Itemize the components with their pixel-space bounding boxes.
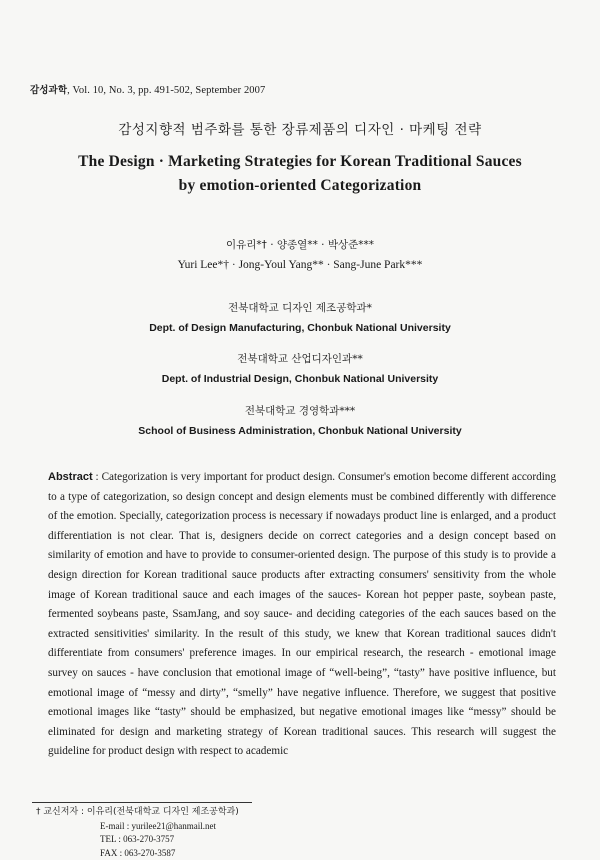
abstract-label: Abstract <box>48 471 93 483</box>
title-korean: 감성지향적 범주화를 통한 장류제품의 디자인 · 마케팅 전략 <box>118 122 482 138</box>
title-english-line1: The Design · Marketing Strategies for Korean Traditional Sauces <box>78 153 522 170</box>
affiliation-2-english: Dept. of Industrial Design, Chonbuk National University <box>161 373 439 385</box>
authors-english: Yuri Lee*† · Jong-Youl Yang** · Sang-June Park*** <box>177 259 423 271</box>
affiliation-2-korean: 전북대학교 산업디자인과** <box>237 353 363 365</box>
affiliation-1-korean: 전북대학교 디자인 제조공학과* <box>228 302 372 314</box>
affiliation-3-korean: 전북대학교 경영학과*** <box>244 405 356 417</box>
title-english <box>0 150 600 198</box>
footnote-email: E-mail : yurilee21@hanmail.net <box>100 820 217 831</box>
footnote-tel: TEL : 063-270-3757 <box>100 834 175 845</box>
abstract-text: : Categorization is very important for product design. Consumer's emotion become different according to a type of categorization, so design concept and design elements must be combined differently with difference of the emotion. Specially, categorization process is necessary if nowadays product line is enlarged, and a product differentiation is not clear. That is, designers decide on correct categories and a design concept based on similarity of emotion and have to provide to consumer-oriented design. The purpose of this study is to provide a design direction for Korean traditional sauce products after extracting consumers' sensitivity from the whole image of Korean traditional sauce and each images of the sauces- Korean hot pepper paste, soybean paste, fermented soybeans paste, SsamJang, and soy sauce- and deciding categories of the each sauces based on the extracted sensitivities' similarity. In the result of this study, we knew that Korean traditional sauces didn't differentiate from consumers' preference images. In our empirical research, the research - emotional image survey on sauces - have conclusion that emotional image of “well-being”, “tasty” have positive influence, but emotional image of “messy and dirty”, “smelly” have negative influence. Therefore, we suggest that positive emotional images like “tasty” should be emphasized, but negative emotional images like “messy” should be eliminated for design and marketing strategy of Korean traditional sauces. This research will suggest the guideline for product design with respect to academic <box>48 471 556 758</box>
title-english-line2: by emotion-oriented Categorization <box>178 177 422 194</box>
footnote-divider <box>32 802 252 803</box>
corresponding-author: † 교신저자 : 이유리(전북대학교 디자인 제조공학과) <box>36 807 239 817</box>
affiliation-3 <box>0 403 600 437</box>
abstract <box>48 468 556 762</box>
affiliation-1 <box>0 300 600 334</box>
journal-name: 감성과학 <box>30 85 68 96</box>
authors-korean: 이유리*† · 양종열** · 박상준*** <box>225 239 375 251</box>
journal-citation <box>30 82 265 96</box>
footnote-fax: FAX : 063-270-3587 <box>100 847 176 858</box>
affiliation-1-english: Dept. of Design Manufacturing, Chonbuk National University <box>149 322 451 334</box>
affiliation-3-english: School of Business Administration, Chonbuk National University <box>138 425 462 437</box>
journal-volume-info: , Vol. 10, No. 3, pp. 491-502, September 2007 <box>67 85 266 96</box>
footnote <box>36 806 239 860</box>
affiliation-2 <box>0 351 600 385</box>
